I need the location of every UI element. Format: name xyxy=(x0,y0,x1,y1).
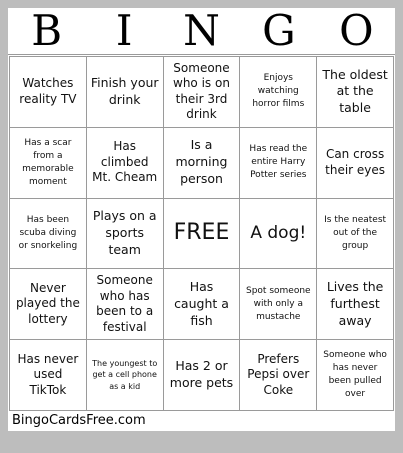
cell-label: Has a scar from a memorable moment xyxy=(22,137,74,187)
bingo-cell[interactable] xyxy=(10,340,87,411)
bingo-cell[interactable] xyxy=(87,340,164,411)
cell-label: Plays on a sports team xyxy=(92,208,157,257)
bingo-cell[interactable] xyxy=(87,128,164,199)
bingo-cell[interactable] xyxy=(164,340,241,411)
bingo-cell[interactable] xyxy=(317,57,394,128)
bingo-cell[interactable] xyxy=(164,128,241,199)
cell-label: Has 2 or more pets xyxy=(169,358,234,391)
cell-label: Enjoys watching horror films xyxy=(252,73,305,110)
cell-label: Never played the lottery xyxy=(15,280,80,327)
header-letter-b: B xyxy=(31,6,63,55)
bingo-cell[interactable] xyxy=(317,269,394,340)
cell-label: Has climbed Mt. Cheam xyxy=(92,139,158,185)
bingo-card xyxy=(8,8,395,431)
cell-label: Prefers Pepsi over Coke xyxy=(247,351,310,397)
bingo-cell[interactable] xyxy=(87,269,164,340)
cell-label: Has read the entire Harry Potter series xyxy=(249,144,308,181)
bingo-cell[interactable] xyxy=(240,269,317,340)
bingo-cell[interactable] xyxy=(240,57,317,128)
bingo-cell[interactable] xyxy=(164,269,241,340)
free-space-label: FREE xyxy=(173,220,230,246)
cell-label: Watches reality TV xyxy=(19,76,77,106)
cell-label: Finish your drink xyxy=(90,75,159,107)
cell-label: Has caught a fish xyxy=(174,278,229,328)
bingo-cell[interactable] xyxy=(10,269,87,340)
bingo-cell[interactable] xyxy=(87,57,164,128)
cell-label: A dog! xyxy=(250,222,307,243)
free-space-cell[interactable] xyxy=(164,199,241,270)
bingo-cell[interactable] xyxy=(87,199,164,270)
header-letter-o: O xyxy=(339,6,374,55)
cell-label: Lives the furthest away xyxy=(326,278,384,328)
bingo-cell[interactable] xyxy=(317,128,394,199)
cell-label: Has been scuba diving or snorkeling xyxy=(18,214,78,252)
cell-label: Someone who has been to a festival xyxy=(96,273,154,334)
bingo-cell[interactable] xyxy=(317,199,394,270)
cell-label: Has never used TikTok xyxy=(17,351,79,397)
cell-label: Is a morning person xyxy=(175,137,228,187)
cell-label: The oldest at the table xyxy=(322,66,388,116)
bingo-cell[interactable] xyxy=(240,128,317,199)
cell-label: Can cross their eyes xyxy=(325,147,386,177)
bingo-cell[interactable] xyxy=(10,128,87,199)
bingo-header xyxy=(8,8,395,55)
cell-label: Someone who is on their 3rd drink xyxy=(173,60,230,122)
site-footer: BingoCardsFree.com xyxy=(12,413,146,428)
bingo-cell[interactable] xyxy=(10,199,87,270)
cell-label: Spot someone with only a mustache xyxy=(246,285,311,322)
bingo-cell[interactable] xyxy=(164,57,241,128)
cell-label: Someone who has never been pulled over xyxy=(323,350,387,400)
header-letter-g: G xyxy=(262,6,296,55)
cell-label: The youngest to get a cell phone as a kid xyxy=(92,358,158,391)
bingo-cell[interactable] xyxy=(240,199,317,270)
bingo-grid xyxy=(9,56,394,411)
cell-label: Is the neatest out of the group xyxy=(324,214,387,252)
bingo-cell[interactable] xyxy=(240,340,317,411)
header-letter-n: N xyxy=(183,6,220,55)
bingo-cell[interactable] xyxy=(317,340,394,411)
header-letter-i: I xyxy=(115,6,133,55)
bingo-cell[interactable] xyxy=(10,57,87,128)
